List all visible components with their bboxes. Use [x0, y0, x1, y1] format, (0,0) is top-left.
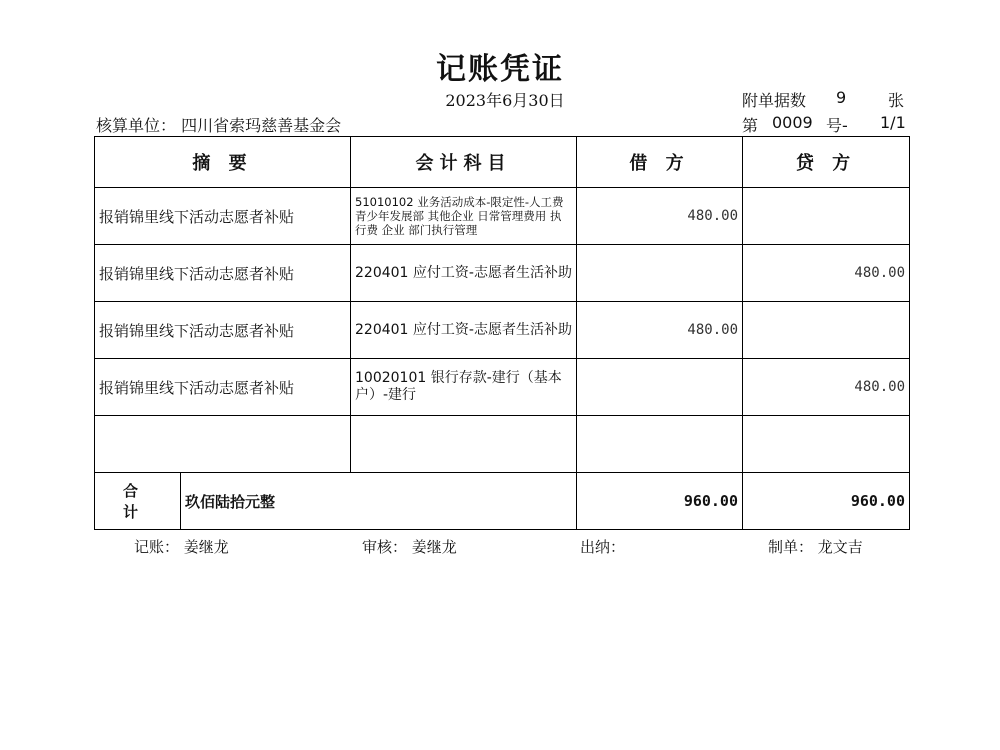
total-row: [95, 473, 910, 530]
total-amount-in-words: 玖佰陆拾元整: [181, 473, 577, 530]
account-cell: 220401 应付工资-志愿者生活补助: [351, 245, 577, 302]
account-cell: 10020101 银行存款-建行（基本户）-建行: [351, 359, 577, 416]
account-cell: 51010102 业务活动成本-限定性-人工费 青少年发展部 其他企业 日常管理费用 执行费 企业 部门执行管理: [351, 188, 577, 245]
credit-cell: [743, 302, 910, 359]
attachment-info: [742, 88, 905, 111]
cashier-signature: 出纳：: [580, 538, 626, 556]
table-header-row: [95, 137, 910, 188]
table-row: [95, 302, 910, 359]
voucher-title: 记账凭证: [436, 52, 564, 87]
debit-cell: [577, 245, 743, 302]
credit-cell: [743, 188, 910, 245]
summary-cell: 报销锦里线下活动志愿者补贴: [95, 359, 351, 416]
debit-cell: [577, 359, 743, 416]
table-row-empty: [95, 416, 910, 473]
summary-cell: [95, 416, 351, 473]
voucher-number: 0009: [772, 113, 813, 132]
account-cell: [351, 416, 577, 473]
attachment-label: 附单据数: [742, 91, 807, 110]
table-row: [95, 188, 910, 245]
credit-total: 960.00: [743, 473, 910, 530]
credit-cell: [743, 416, 910, 473]
debit-cell: [577, 416, 743, 473]
voucher-prefix: 第: [742, 116, 759, 135]
total-label: 合 计: [95, 473, 181, 530]
reviewer-signature: 审核： 姜继龙: [362, 538, 457, 556]
voucher-number-line: [742, 113, 912, 135]
summary-cell: 报销锦里线下活动志愿者补贴: [95, 188, 351, 245]
column-header-account: 会计科目: [351, 137, 577, 188]
summary-cell: 报销锦里线下活动志愿者补贴: [95, 245, 351, 302]
voucher-date: 2023年6月30日: [445, 91, 565, 110]
attachment-unit: 张: [888, 91, 905, 110]
voucher-suffix: 号-: [826, 116, 848, 135]
column-header-summary: 摘 要: [95, 137, 351, 188]
table-row: [95, 245, 910, 302]
accounting-unit-name: 四川省索玛慈善基金会: [181, 116, 342, 135]
credit-cell: 480.00: [743, 245, 910, 302]
debit-cell: 480.00: [577, 188, 743, 245]
attachment-count: 9: [836, 88, 847, 107]
debit-cell: 480.00: [577, 302, 743, 359]
summary-cell: 报销锦里线下活动志愿者补贴: [95, 302, 351, 359]
bookkeeper-signature: 记账： 姜继龙: [134, 538, 229, 556]
credit-cell: 480.00: [743, 359, 910, 416]
accounting-unit: [96, 113, 341, 136]
accounting-unit-label: 核算单位：: [96, 116, 177, 135]
table-row: [95, 359, 910, 416]
voucher-page: 1/1: [880, 113, 906, 132]
debit-total: 960.00: [577, 473, 743, 530]
account-cell: 220401 应付工资-志愿者生活补助: [351, 302, 577, 359]
voucher-table: [94, 136, 910, 530]
column-header-debit: 借 方: [577, 137, 743, 188]
preparer-signature: 制单： 龙文吉: [768, 538, 863, 556]
column-header-credit: 贷 方: [743, 137, 910, 188]
